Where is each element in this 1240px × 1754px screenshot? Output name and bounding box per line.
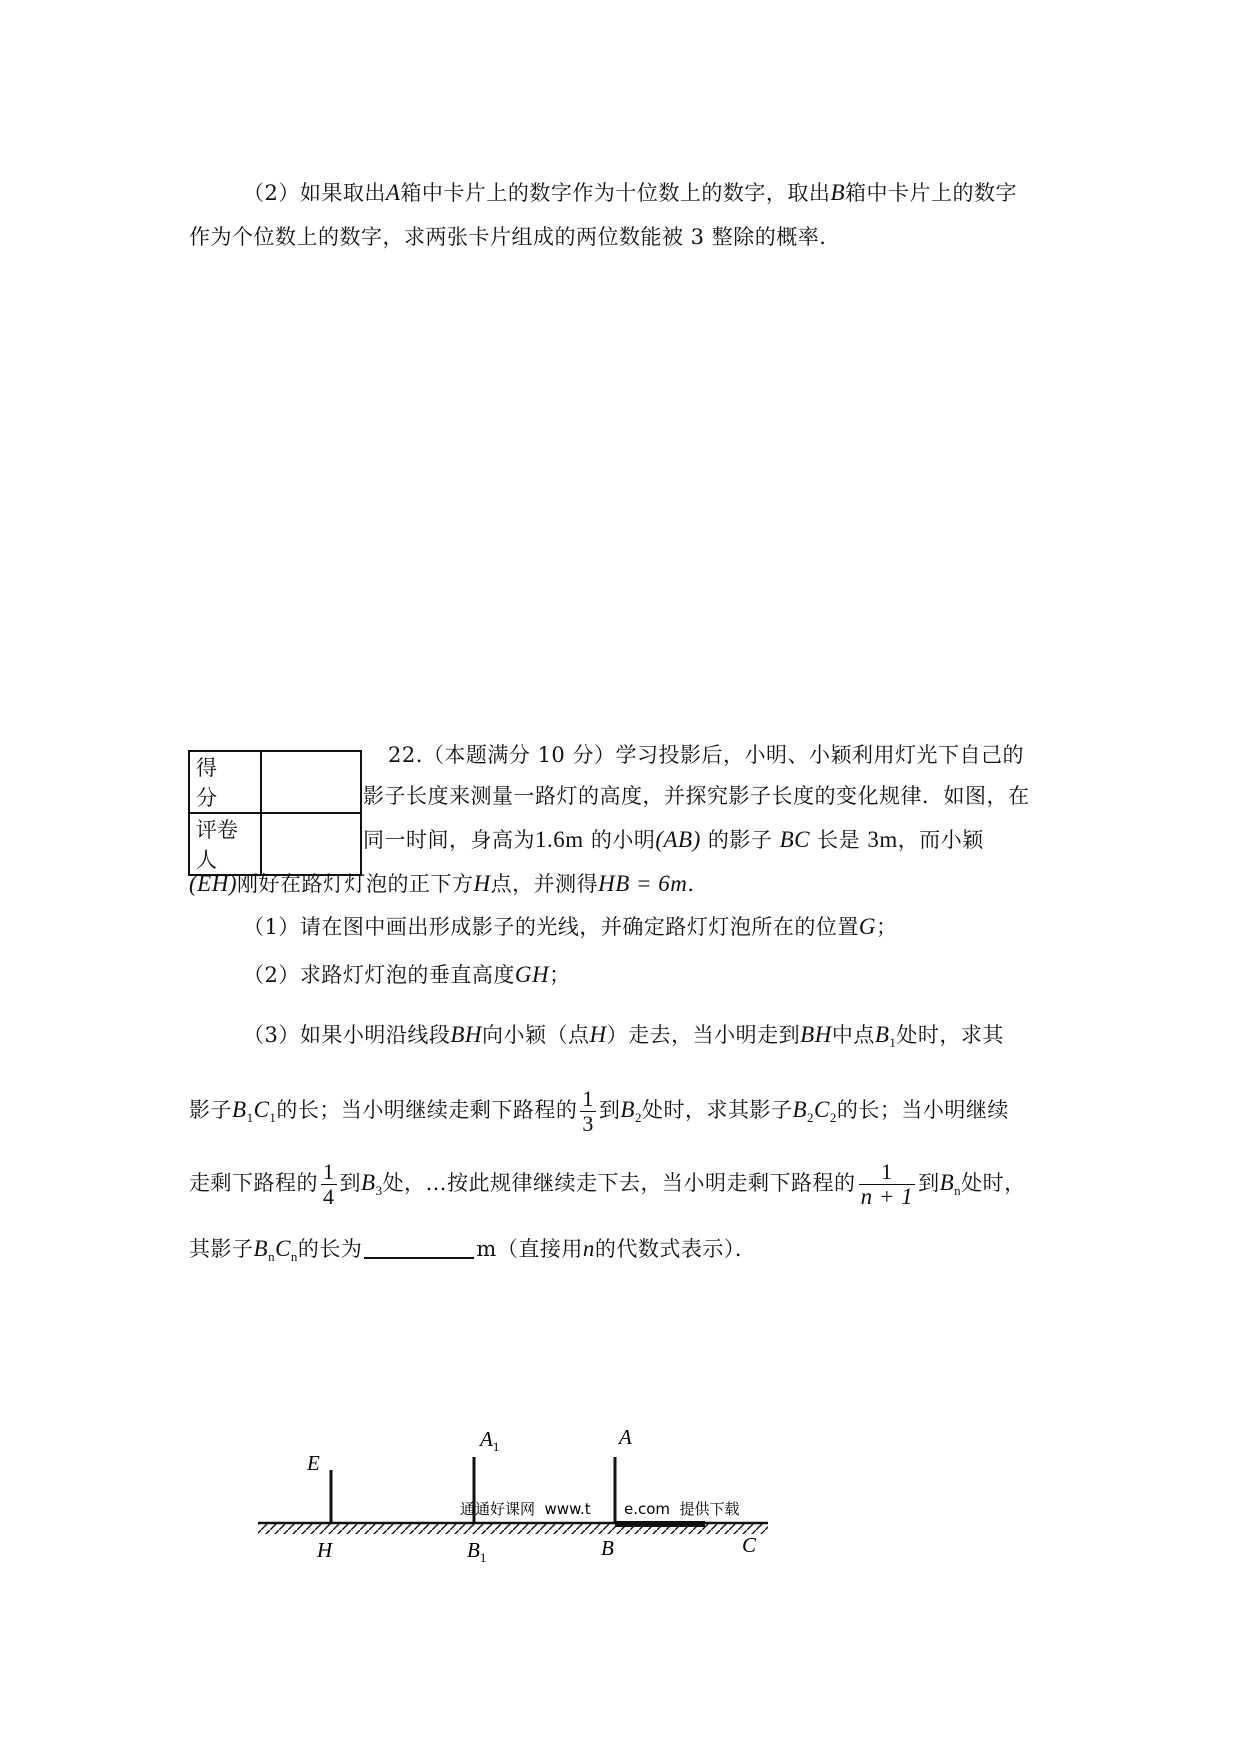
segment-GH: GH bbox=[514, 962, 550, 987]
label-A1-subscript: 1 bbox=[492, 1439, 500, 1454]
label-B1-subscript: 1 bbox=[479, 1550, 487, 1565]
text: （2）如果取出 bbox=[243, 181, 386, 205]
text: 的代数式表示）． bbox=[594, 1237, 757, 1261]
var-B: B bbox=[830, 180, 845, 205]
subscript: n bbox=[954, 1183, 962, 1198]
text: ； bbox=[875, 915, 898, 939]
text: 的影子 bbox=[700, 828, 780, 852]
var-H: H bbox=[473, 871, 491, 896]
text: ）走去，当小明走到 bbox=[606, 1023, 801, 1047]
subscript: 2 bbox=[829, 1110, 837, 1125]
text: 同一时间，身高为 bbox=[363, 828, 535, 852]
text: 影子长度来测量一路灯的高度，并探究影子长度的变化规律．如图，在 bbox=[363, 784, 1030, 808]
var-n: n bbox=[582, 1236, 595, 1261]
segment-AB: (AB) bbox=[655, 827, 701, 852]
text: 作为个位数上的数字，求两张卡片组成的两位数能被 3 整除的概率. bbox=[189, 225, 827, 249]
subscript: n bbox=[268, 1249, 276, 1264]
score-label: 得 分 bbox=[189, 751, 261, 813]
subscript: 1 bbox=[889, 1035, 897, 1050]
var-B: B bbox=[361, 1170, 376, 1195]
label-A1-letter: A bbox=[480, 1427, 493, 1451]
text: 中点 bbox=[831, 1023, 875, 1047]
label-B1-letter: B bbox=[467, 1538, 480, 1562]
var-B: B bbox=[792, 1097, 808, 1122]
numerator: 1 bbox=[859, 1160, 916, 1185]
label-A1 bbox=[478, 1427, 499, 1454]
numerator: 1 bbox=[323, 1159, 335, 1184]
var-C: C bbox=[253, 1097, 270, 1122]
numerator: 1 bbox=[582, 1086, 594, 1111]
text: 箱中卡片上的数字 bbox=[845, 181, 1017, 205]
label-B1 bbox=[467, 1538, 486, 1565]
subscript: 3 bbox=[375, 1183, 383, 1198]
label-E: E bbox=[307, 1451, 320, 1475]
text: 长是 bbox=[810, 828, 868, 852]
segment-BH: BH bbox=[800, 1022, 832, 1047]
question-title: 22.（本题满分 10 分）学习投影后，小明、小颖利用灯光下自己的 bbox=[388, 743, 1024, 767]
text: 向小颖（点 bbox=[482, 1023, 590, 1047]
var-G: G bbox=[858, 914, 876, 939]
label-B: B bbox=[601, 1536, 614, 1560]
text: 刚好在路灯灯泡的正下方 bbox=[236, 872, 474, 896]
equation-HB: HB = 6m bbox=[598, 871, 688, 896]
text: 的长；当小明继续走剩下路程的 bbox=[276, 1098, 578, 1122]
var-C: C bbox=[814, 1097, 830, 1122]
label-A: A bbox=[619, 1425, 632, 1449]
text: 处时，求其影子 bbox=[641, 1098, 793, 1122]
watermark: 通通好课网 www.t e.com 提供下载 bbox=[460, 1500, 740, 1518]
text: 的长；当小明继续 bbox=[836, 1098, 1009, 1122]
text: 箱中卡片上的数字作为十位数上的数字，取出 bbox=[400, 181, 831, 205]
var-B: B bbox=[253, 1236, 269, 1261]
subscript: n bbox=[290, 1249, 298, 1264]
text: （3）如果小明沿线段 bbox=[243, 1023, 451, 1047]
text: 到 bbox=[339, 1171, 361, 1195]
text: 的长为 bbox=[297, 1237, 363, 1261]
label-C: C bbox=[742, 1533, 757, 1557]
segment-EH: (EH) bbox=[189, 871, 237, 896]
subscript: 2 bbox=[807, 1110, 815, 1125]
var-H: H bbox=[589, 1022, 607, 1047]
text: 点，并测得 bbox=[490, 872, 599, 896]
subscript: 1 bbox=[246, 1110, 254, 1125]
text: 到 bbox=[918, 1171, 940, 1195]
text: 处时，求其 bbox=[896, 1023, 1004, 1047]
text: 处，…按此规律继续走下去，当小明走剩下路程的 bbox=[382, 1171, 856, 1195]
text: ． bbox=[687, 872, 709, 896]
text: 其影子 bbox=[189, 1237, 254, 1261]
denominator: 4 bbox=[323, 1184, 335, 1209]
text: ； bbox=[549, 963, 571, 987]
var-B: B bbox=[232, 1097, 247, 1122]
denominator: 3 bbox=[582, 1111, 594, 1136]
height-value: 1.6m bbox=[535, 827, 584, 852]
var-B: B bbox=[939, 1170, 955, 1195]
var-A: A bbox=[385, 180, 401, 205]
denominator: n + 1 bbox=[860, 1184, 914, 1209]
text: m（直接用 bbox=[476, 1237, 583, 1261]
text: 影子 bbox=[189, 1098, 232, 1122]
subscript: 2 bbox=[634, 1110, 642, 1125]
text: ，而小颖 bbox=[897, 828, 984, 852]
text: （1）请在图中画出形成影子的光线，并确定路灯灯泡所在的位置 bbox=[243, 915, 859, 939]
var-C: C bbox=[275, 1236, 291, 1261]
text: 走剩下路程的 bbox=[189, 1171, 318, 1195]
var-B1: B bbox=[874, 1022, 890, 1047]
label-H: H bbox=[317, 1538, 333, 1562]
text: 的小明 bbox=[583, 828, 656, 852]
text: 处时， bbox=[961, 1171, 1026, 1195]
length-value: 3m bbox=[867, 827, 898, 852]
segment-BH: BH bbox=[450, 1022, 483, 1047]
segment-BC: BC bbox=[779, 827, 810, 852]
text: （2）求路灯灯泡的垂直高度 bbox=[243, 963, 515, 987]
grader-label: 评卷人 bbox=[189, 813, 261, 875]
text: 到 bbox=[598, 1098, 621, 1122]
subscript: 1 bbox=[269, 1110, 277, 1125]
var-B: B bbox=[620, 1097, 635, 1122]
